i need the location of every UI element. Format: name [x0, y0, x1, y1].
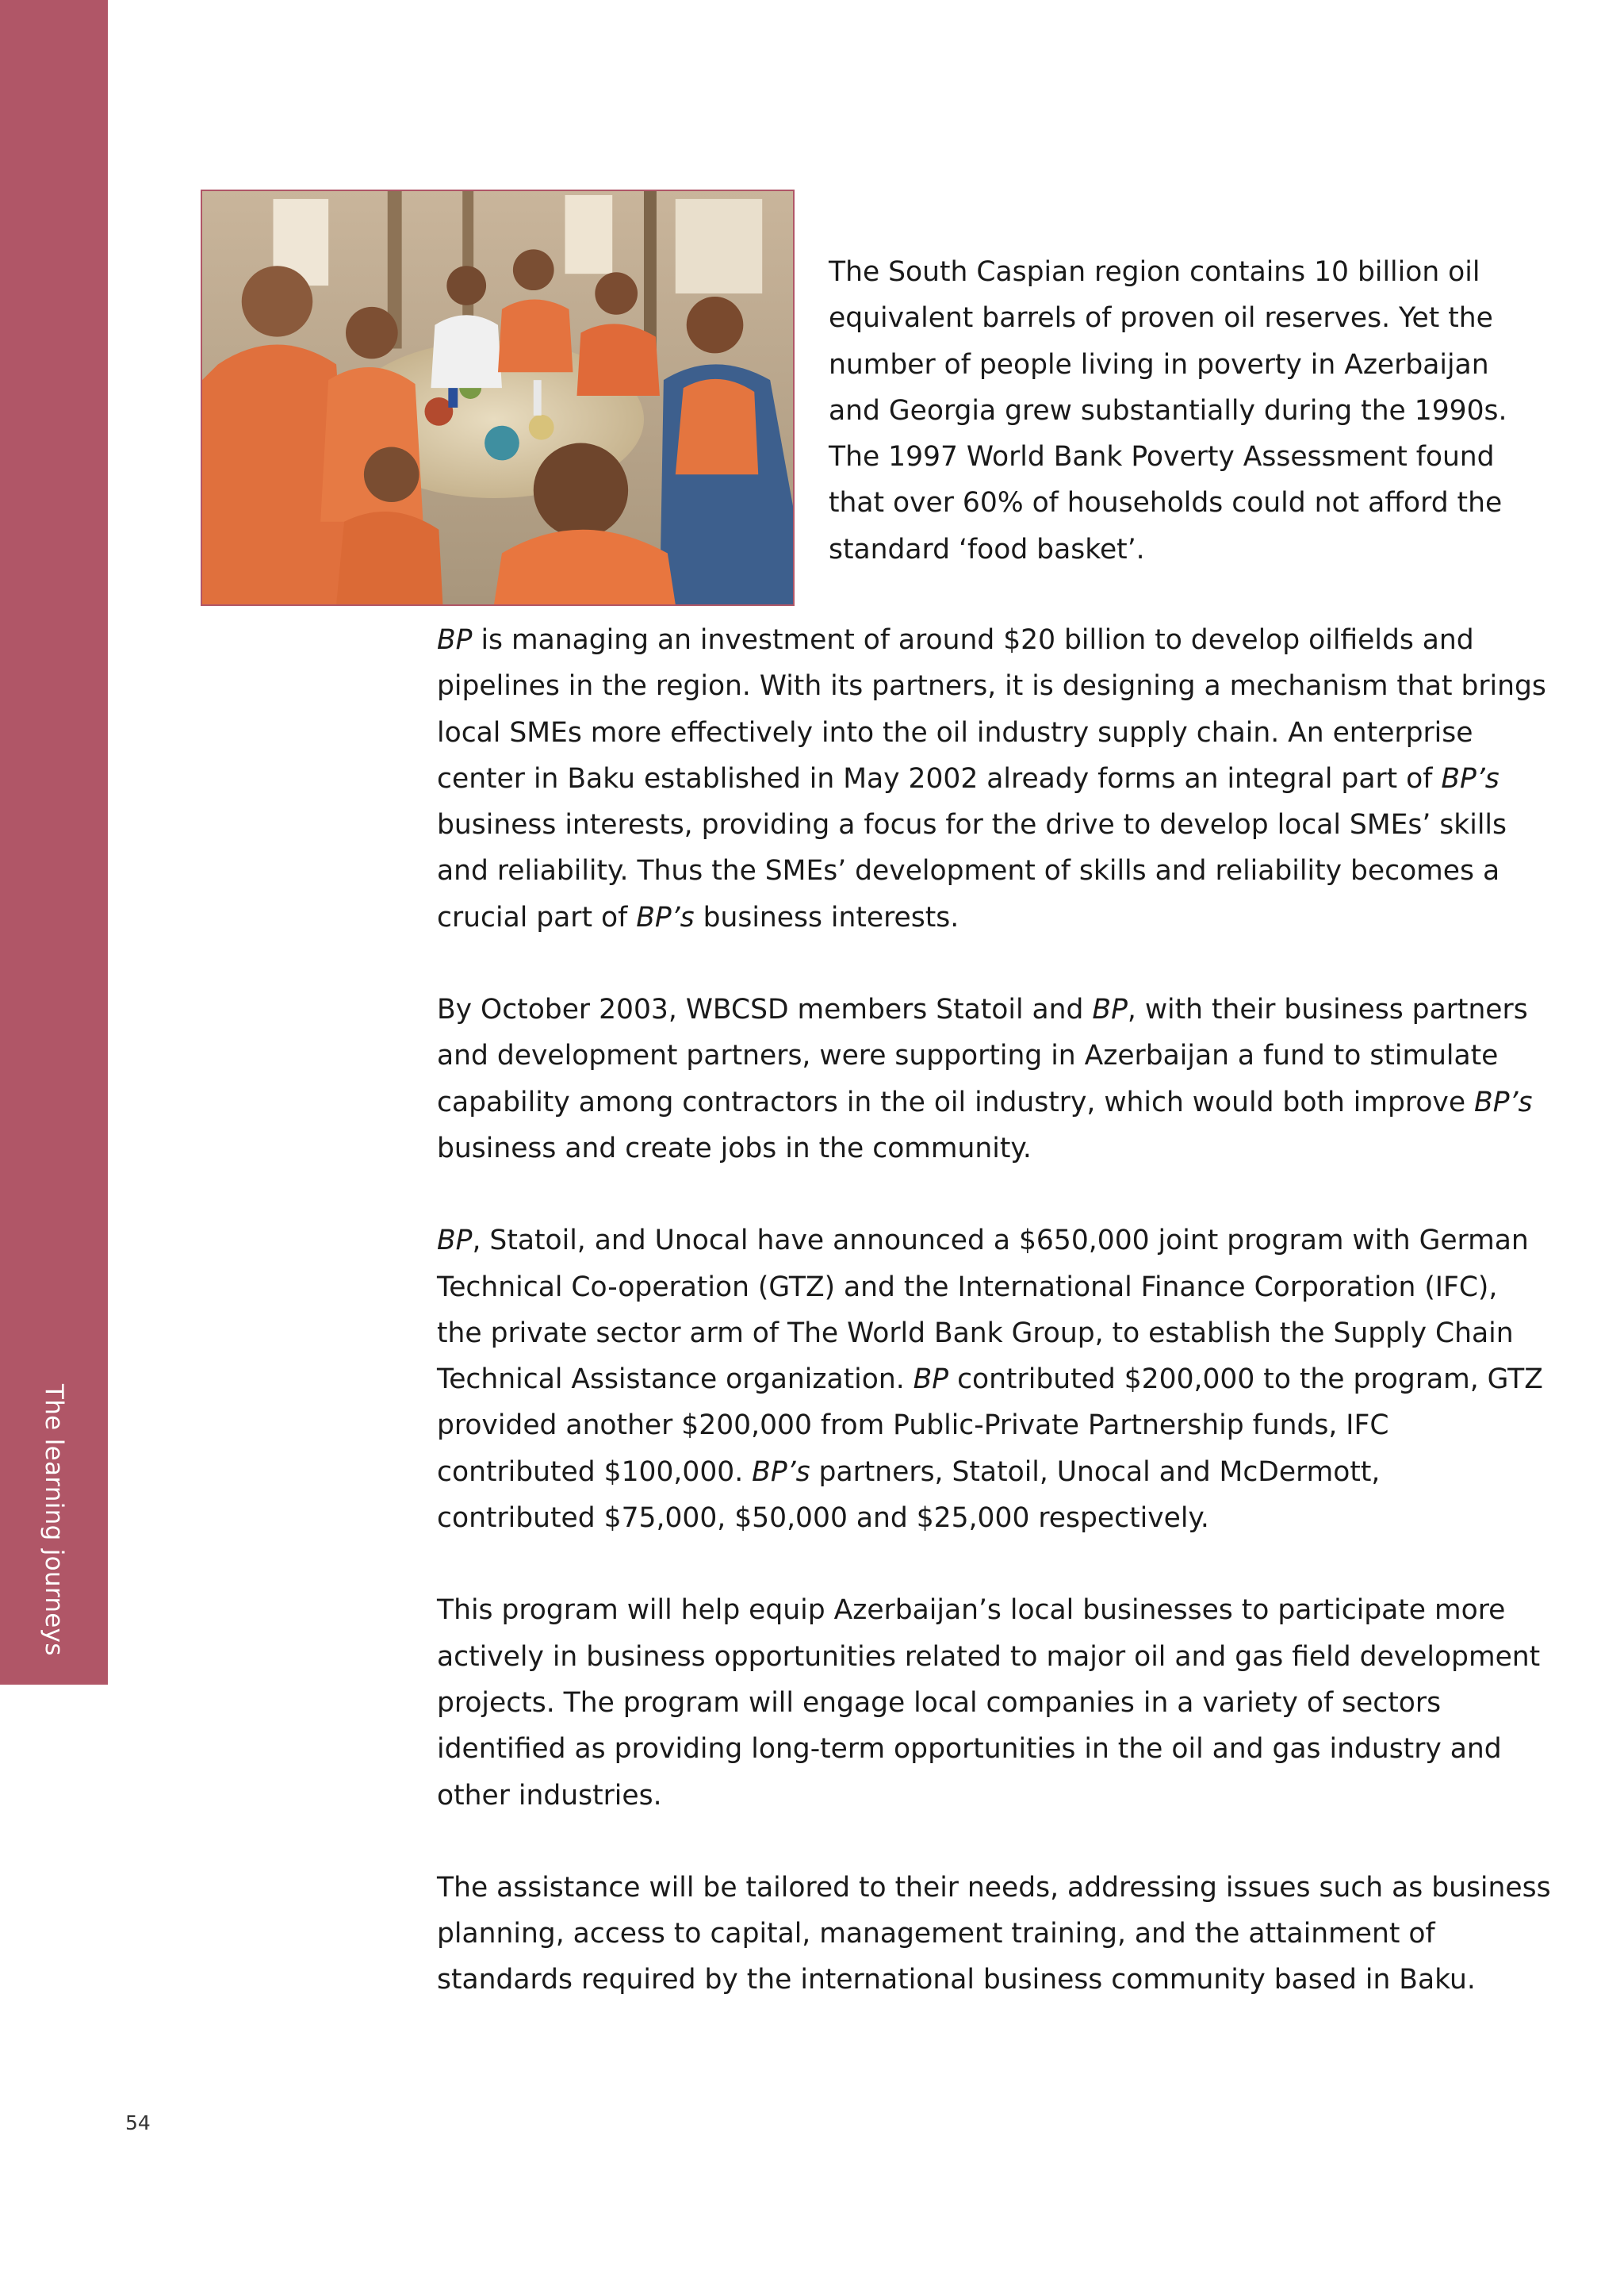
text-run: BP [437, 624, 473, 656]
section-label: The learning journeys [40, 1384, 68, 1656]
paragraph-program-help [437, 1587, 1541, 1818]
text-run: BP’s [1474, 1086, 1533, 1118]
text-run: business and create jobs in the community. [437, 1132, 1032, 1164]
text-run: , Statoil, and Unocal have announced a $650,000 joint program with German [472, 1225, 1529, 1257]
text-run: Technical Assistance organization. [437, 1363, 914, 1396]
text-run: Technical Co-operation (GTZ) and the International Finance Corporation (IFC), [437, 1271, 1498, 1303]
photo-workers-meal [201, 190, 795, 606]
text-run: contributed $100,000. [437, 1455, 753, 1488]
intro-line: number of people living in poverty in Azerbaijan [829, 348, 1489, 381]
text-run: By October 2003, WBCSD members Statoil and [437, 994, 1093, 1026]
text-run: The assistance will be tailored to their needs, addressing issues such as business [437, 1871, 1551, 1904]
text-run: , with their business partners [1127, 994, 1528, 1026]
text-run: identified as providing long-term opportunities in the oil and gas industry and [437, 1733, 1502, 1766]
text-run: crucial part of [437, 901, 637, 934]
text-run: local SMEs more effectively into the oil industry supply chain. An enterprise [437, 716, 1473, 749]
text-run: center in Baku established in May 2002 already forms an integral part of [437, 762, 1442, 795]
text-run: other industries. [437, 1779, 662, 1812]
text-run: standards required by the international business community based in Baku. [437, 1964, 1476, 1996]
text-run: BP [1092, 994, 1128, 1026]
text-run: BP’s [636, 901, 695, 934]
body-text [437, 617, 1551, 2050]
photo-workers-meal-icon [202, 191, 793, 604]
text-run: is managing an investment of around $20 billion to develop oilfields and [472, 624, 1474, 656]
intro-line: standard ‘food basket’. [829, 533, 1145, 566]
text-run: This program will help equip Azerbaijan’s local businesses to participate more [437, 1594, 1506, 1627]
text-run: contributed $75,000, $50,000 and $25,000 respectively. [437, 1502, 1209, 1535]
text-run: business interests, providing a focus for the drive to develop local SMEs’ skills [437, 809, 1507, 842]
intro-line: equivalent barrels of proven oil reserves. Yet the [829, 302, 1493, 335]
text-run: BP [437, 1225, 473, 1257]
intro-paragraph [829, 249, 1507, 573]
text-run: actively in business opportunities related to major oil and gas field development [437, 1640, 1541, 1673]
intro-line: that over 60% of households could not afford the [829, 487, 1503, 520]
text-run: contributed $200,000 to the program, GTZ [948, 1363, 1543, 1396]
text-run: and reliability. Thus the SMEs’ development of skills and reliability becomes a [437, 855, 1500, 888]
page-number: 54 [125, 2111, 151, 2134]
text-run: provided another $200,000 from Public-Private Partnership funds, IFC [437, 1409, 1389, 1442]
text-run: pipelines in the region. With its partners, it is designing a mechanism that brings [437, 670, 1546, 703]
intro-line: and Georgia grew substantially during the 1990s. [829, 394, 1507, 427]
paragraph-joint-program [437, 1217, 1543, 1541]
text-run: projects. The program will engage local companies in a variety of sectors [437, 1686, 1442, 1719]
text-run: the private sector arm of The World Bank Group, to establish the Supply Chain [437, 1317, 1514, 1349]
intro-line: The 1997 World Bank Poverty Assessment found [829, 441, 1495, 474]
text-run: capability among contractors in the oil industry, which would both improve [437, 1086, 1475, 1118]
intro-line: The South Caspian region contains 10 billion oil [829, 256, 1480, 288]
paragraph-bp-investment [437, 617, 1546, 941]
text-run: BP’s [1441, 762, 1500, 795]
text-run: partners, Statoil, Unocal and McDermott, [810, 1455, 1381, 1488]
text-run: and development partners, were supporting in Azerbaijan a fund to stimulate [437, 1040, 1499, 1072]
paragraph-assistance [437, 1865, 1551, 2004]
text-run: BP’s [752, 1455, 810, 1488]
text-run: business interests. [694, 901, 959, 934]
paragraph-october-2003 [437, 987, 1533, 1171]
text-run: BP [913, 1363, 949, 1396]
text-run: planning, access to capital, management training, and the attainment of [437, 1918, 1435, 1950]
